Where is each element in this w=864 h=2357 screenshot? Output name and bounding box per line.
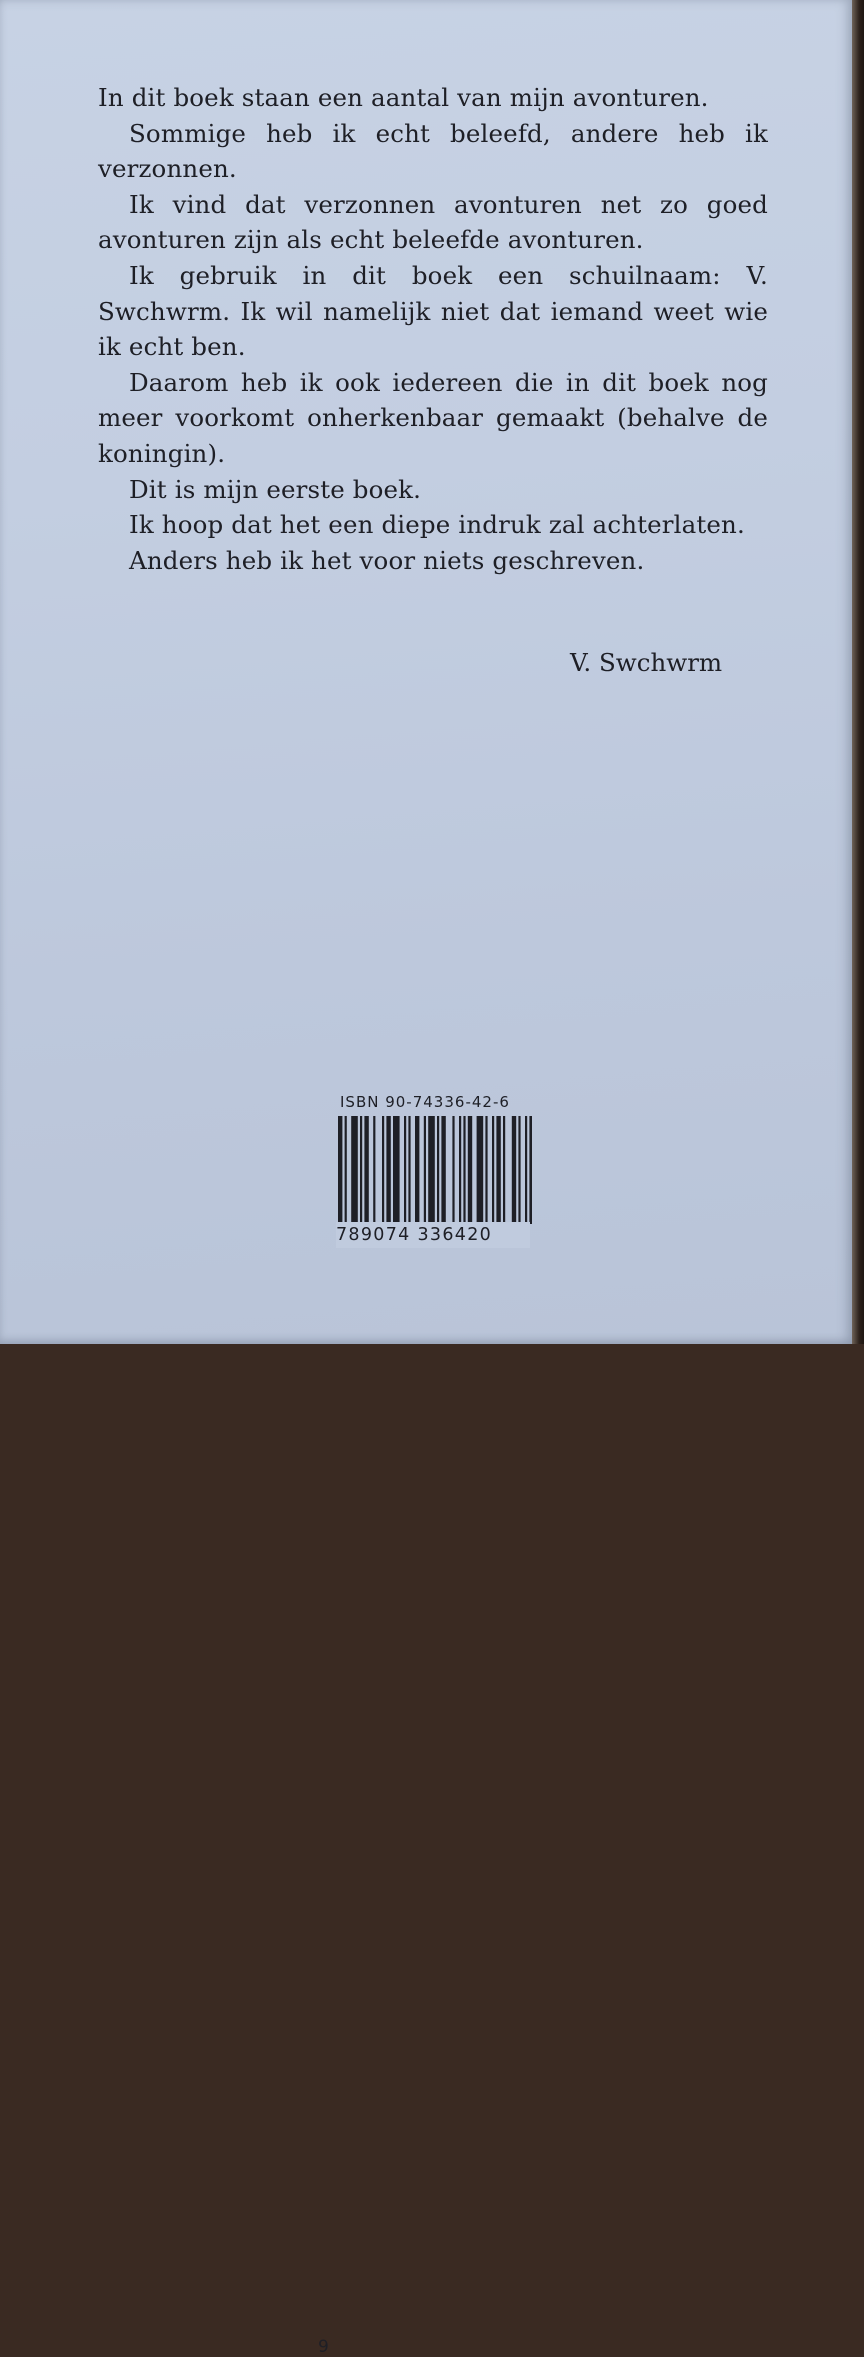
barcode-bar bbox=[496, 1116, 500, 1224]
barcode-bar bbox=[437, 1116, 439, 1224]
paragraph-6: Dit is mijn eerste boek. bbox=[129, 474, 422, 504]
barcode-bar bbox=[373, 1116, 375, 1224]
barcode-bar bbox=[364, 1116, 368, 1224]
paragraph-3: Ik vind dat verzonnen avonturen net zo goed avonturen zijn als echt beleefde avonturen. bbox=[98, 189, 768, 255]
barcode-bar bbox=[525, 1116, 527, 1224]
barcode-bar bbox=[382, 1116, 384, 1224]
barcode-bar bbox=[518, 1116, 520, 1224]
paragraph-4: Ik gebruik in dit boek een schuilnaam: V. Swchwrm. Ik wil namelijk niet dat iemand weet wie ik echt ben. bbox=[98, 260, 768, 362]
author-signature: V. Swchwrm bbox=[570, 648, 723, 677]
barcode-bar bbox=[424, 1116, 426, 1224]
barcode-bar bbox=[408, 1116, 410, 1224]
paragraph-8: Anders heb ik het voor niets geschreven. bbox=[129, 545, 645, 575]
paragraph-5: Daarom heb ik ook iedereen die in dit boek nog meer voorkomt onherkenbaar gemaakt (behalve de koningin). bbox=[98, 367, 768, 468]
barcode-bar bbox=[529, 1116, 532, 1224]
barcode-bar bbox=[351, 1116, 358, 1224]
isbn-label: ISBN 90-74336-42-6 bbox=[340, 1093, 510, 1111]
barcode-bar bbox=[415, 1116, 419, 1224]
barcode-bar bbox=[477, 1116, 484, 1224]
barcode-first-digit: 9 bbox=[318, 2337, 329, 2357]
barcode-bar bbox=[441, 1116, 445, 1224]
barcode-area bbox=[318, 1112, 532, 2357]
barcode-bar bbox=[452, 1116, 454, 1224]
barcode-bar bbox=[360, 1116, 362, 1224]
barcode-digits: 789074 336420 bbox=[336, 1222, 530, 1248]
blurb-text bbox=[98, 80, 768, 578]
barcode-bar bbox=[428, 1116, 435, 1224]
barcode-bar bbox=[503, 1116, 505, 1224]
paragraph-1: In dit boek staan een aantal van mijn avonturen. bbox=[98, 83, 709, 112]
book-spine-edge bbox=[852, 0, 864, 1344]
barcode-bar bbox=[386, 1116, 390, 1224]
barcode-bar bbox=[468, 1116, 472, 1224]
barcode-bar bbox=[512, 1116, 516, 1224]
paragraph-7: Ik hoop dat het een diepe indruk zal achterlaten. bbox=[129, 510, 745, 540]
barcode-bar bbox=[492, 1116, 494, 1224]
barcode-bar bbox=[393, 1116, 400, 1224]
barcode-bar bbox=[404, 1116, 406, 1224]
barcode-bar bbox=[485, 1116, 487, 1224]
paragraph-2: Sommige heb ik echt beleefd, andere heb ik verzonnen. bbox=[98, 118, 768, 184]
